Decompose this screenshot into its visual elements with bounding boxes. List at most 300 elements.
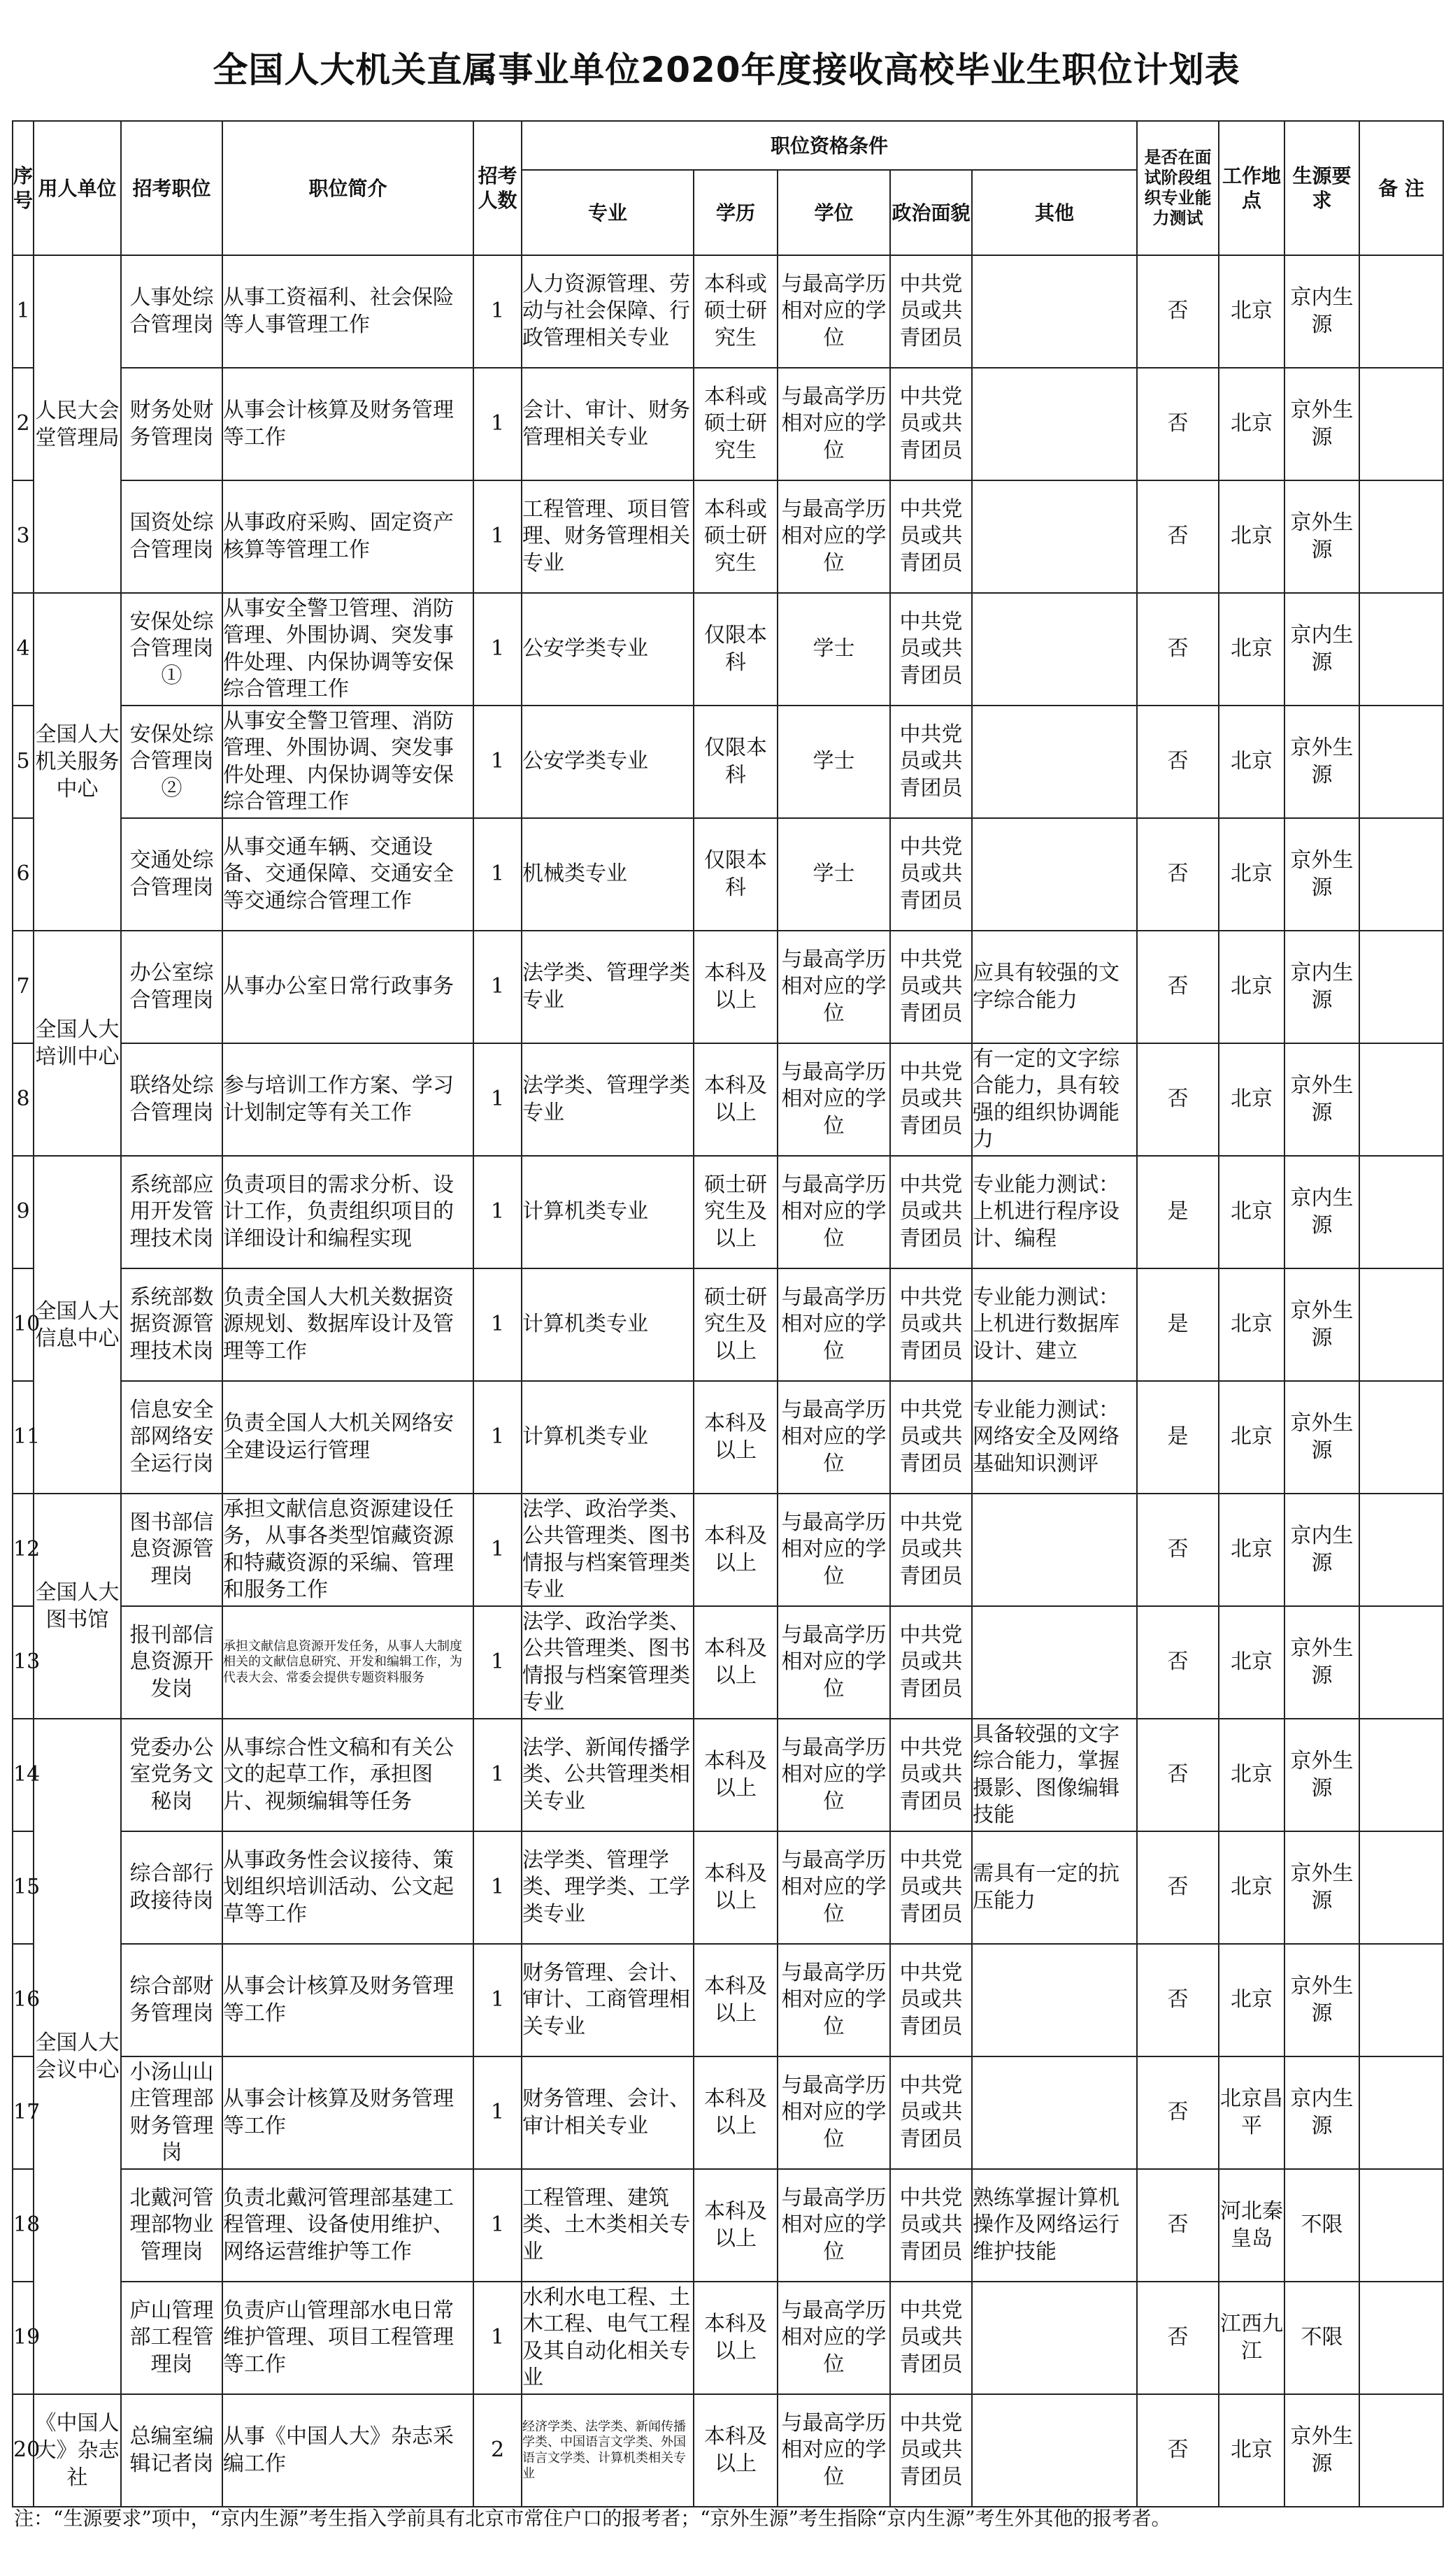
position-cell: 人事处综合管理岗 (121, 255, 222, 368)
count-cell: 1 (473, 593, 522, 706)
major-cell: 会计、审计、财务管理相关专业 (522, 368, 694, 480)
remark-cell (1359, 706, 1443, 818)
other-cell: 专业能力测试：网络安全及网络基础知识测评 (972, 1381, 1137, 1494)
position-cell: 图书部信息资源管理岗 (121, 1494, 222, 1606)
remark-cell (1359, 2282, 1443, 2394)
other-cell: 熟练掌握计算机操作及网络运行维护技能 (972, 2169, 1137, 2282)
degree-cell: 与最高学历相对应的学位 (778, 2169, 890, 2282)
remark-cell (1359, 1944, 1443, 2056)
position-cell: 总编室编辑记者岗 (121, 2394, 222, 2507)
seq-cell: 12 (13, 1494, 34, 1606)
other-cell (972, 368, 1137, 480)
location-cell: 北京 (1219, 1156, 1284, 1268)
degree-cell: 与最高学历相对应的学位 (778, 1831, 890, 1944)
major-cell: 工程管理、建筑类、土木类相关专业 (522, 2169, 694, 2282)
seq-cell: 14 (13, 1719, 34, 1831)
header-remark: 备 注 (1359, 121, 1443, 255)
other-cell (972, 1606, 1137, 1719)
political-status-cell: 中共党员或共青团员 (890, 1606, 972, 1719)
position-cell: 办公室综合管理岗 (121, 931, 222, 1043)
position-cell: 北戴河管理部物业管理岗 (121, 2169, 222, 2282)
remark-cell (1359, 931, 1443, 1043)
header-qualifications: 职位资格条件 (522, 121, 1137, 170)
page-title: 全国人大机关直属事业单位2020年度接收高校毕业生职位计划表 (213, 50, 1240, 90)
professional-test-cell: 是 (1137, 1156, 1219, 1268)
table-row (13, 368, 1443, 480)
education-cell: 本科及以上 (694, 1719, 778, 1831)
count-cell: 1 (473, 1719, 522, 1831)
position-cell: 财务处财务管理岗 (121, 368, 222, 480)
header-seq: 序号 (13, 121, 34, 255)
intro-cell: 从事交通车辆、交通设备、交通保障、交通安全等交通综合管理工作 (222, 818, 473, 931)
education-cell: 硕士研究生及以上 (694, 1268, 778, 1381)
remark-cell (1359, 1606, 1443, 1719)
education-cell: 本科及以上 (694, 1944, 778, 2056)
intro-cell: 从事安全警卫管理、消防管理、外围协调、突发事件处理、内保协调等安保综合管理工作 (222, 706, 473, 818)
seq-cell: 4 (13, 593, 34, 706)
professional-test-cell: 否 (1137, 1719, 1219, 1831)
professional-test-cell: 否 (1137, 255, 1219, 368)
other-cell: 专业能力测试：上机进行数据库设计、建立 (972, 1268, 1137, 1381)
location-cell: 北京 (1219, 1944, 1284, 2056)
education-cell: 仅限本科 (694, 706, 778, 818)
other-cell: 需具有一定的抗压能力 (972, 1831, 1137, 1944)
seq-cell: 13 (13, 1606, 34, 1719)
remark-cell (1359, 2056, 1443, 2169)
political-status-cell: 中共党员或共青团员 (890, 1719, 972, 1831)
count-cell: 1 (473, 480, 522, 593)
table-row (13, 480, 1443, 593)
political-status-cell: 中共党员或共青团员 (890, 1156, 972, 1268)
table-row (13, 593, 1443, 706)
table-row (13, 2169, 1443, 2282)
header-location: 工作地点 (1219, 121, 1284, 255)
political-status-cell: 中共党员或共青团员 (890, 931, 972, 1043)
location-cell: 北京 (1219, 593, 1284, 706)
political-status-cell: 中共党员或共青团员 (890, 1494, 972, 1606)
major-cell: 人力资源管理、劳动与社会保障、行政管理相关专业 (522, 255, 694, 368)
political-status-cell: 中共党员或共青团员 (890, 1268, 972, 1381)
source-cell: 京外生源 (1284, 1719, 1359, 1831)
header-position: 招考职位 (121, 121, 222, 255)
intro-cell: 从事政务性会议接待、策划组织培训活动、公文起草等工作 (222, 1831, 473, 1944)
education-cell: 本科及以上 (694, 1381, 778, 1494)
source-cell: 京内生源 (1284, 931, 1359, 1043)
remark-cell (1359, 368, 1443, 480)
seq-cell: 18 (13, 2169, 34, 2282)
seq-cell: 3 (13, 480, 34, 593)
count-cell: 1 (473, 2056, 522, 2169)
header-row-1 (13, 121, 1443, 170)
position-cell: 综合部财务管理岗 (121, 1944, 222, 2056)
major-cell: 法学、政治学类、公共管理类、图书情报与档案管理类专业 (522, 1494, 694, 1606)
professional-test-cell: 否 (1137, 480, 1219, 593)
seq-cell: 19 (13, 2282, 34, 2394)
professional-test-cell: 否 (1137, 706, 1219, 818)
political-status-cell: 中共党员或共青团员 (890, 818, 972, 931)
table-row (13, 931, 1443, 1043)
intro-cell: 参与培训工作方案、学习计划制定等有关工作 (222, 1043, 473, 1156)
count-cell: 1 (473, 818, 522, 931)
source-cell: 京外生源 (1284, 1944, 1359, 2056)
source-cell: 京内生源 (1284, 2056, 1359, 2169)
professional-test-cell: 是 (1137, 1268, 1219, 1381)
source-cell: 京外生源 (1284, 1831, 1359, 1944)
count-cell: 1 (473, 2282, 522, 2394)
header-intro: 职位简介 (222, 121, 473, 255)
intro-cell: 负责全国人大机关网络安全建设运行管理 (222, 1381, 473, 1494)
remark-cell (1359, 1381, 1443, 1494)
header-other: 其他 (972, 170, 1137, 255)
political-status-cell: 中共党员或共青团员 (890, 706, 972, 818)
position-cell: 党委办公室党务文秘岗 (121, 1719, 222, 1831)
position-cell: 综合部行政接待岗 (121, 1831, 222, 1944)
position-cell: 系统部数据资源管理技术岗 (121, 1268, 222, 1381)
seq-cell: 11 (13, 1381, 34, 1494)
major-cell: 计算机类专业 (522, 1381, 694, 1494)
table-row (13, 1494, 1443, 1606)
header-professional-test: 是否在面试阶段组织专业能力测试 (1137, 121, 1219, 255)
table-row (13, 2394, 1443, 2507)
remark-cell (1359, 1268, 1443, 1381)
unit-cell: 全国人大会议中心 (34, 1719, 121, 2394)
degree-cell: 与最高学历相对应的学位 (778, 1494, 890, 1606)
professional-test-cell: 否 (1137, 2282, 1219, 2394)
remark-cell (1359, 2169, 1443, 2282)
intro-cell: 从事《中国人大》杂志采编工作 (222, 2394, 473, 2507)
degree-cell: 与最高学历相对应的学位 (778, 1381, 890, 1494)
source-cell: 京外生源 (1284, 1606, 1359, 1719)
major-cell: 水利水电工程、土木工程、电气工程及其自动化相关专业 (522, 2282, 694, 2394)
intro-cell: 从事综合性文稿和有关公文的起草工作，承担图片、视频编辑等任务 (222, 1719, 473, 1831)
professional-test-cell: 否 (1137, 1043, 1219, 1156)
seq-cell: 17 (13, 2056, 34, 2169)
professional-test-cell: 否 (1137, 931, 1219, 1043)
count-cell: 1 (473, 2169, 522, 2282)
professional-test-cell: 否 (1137, 368, 1219, 480)
education-cell: 本科及以上 (694, 1494, 778, 1606)
intro-cell: 从事办公室日常行政事务 (222, 931, 473, 1043)
header-source: 生源要求 (1284, 121, 1359, 255)
degree-cell: 与最高学历相对应的学位 (778, 1719, 890, 1831)
location-cell: 北京 (1219, 1381, 1284, 1494)
seq-cell: 10 (13, 1268, 34, 1381)
table-row (13, 1944, 1443, 2056)
source-cell: 不限 (1284, 2169, 1359, 2282)
seq-cell: 5 (13, 706, 34, 818)
intro-cell: 负责项目的需求分析、设计工作，负责组织项目的详细设计和编程实现 (222, 1156, 473, 1268)
location-cell: 北京 (1219, 1494, 1284, 1606)
other-cell (972, 1494, 1137, 1606)
political-status-cell: 中共党员或共青团员 (890, 2056, 972, 2169)
political-status-cell: 中共党员或共青团员 (890, 1043, 972, 1156)
political-status-cell: 中共党员或共青团员 (890, 2169, 972, 2282)
other-cell: 专业能力测试：上机进行程序设计、编程 (972, 1156, 1137, 1268)
degree-cell: 与最高学历相对应的学位 (778, 1156, 890, 1268)
other-cell (972, 818, 1137, 931)
major-cell: 财务管理、会计、审计、工商管理相关专业 (522, 1944, 694, 2056)
degree-cell: 与最高学历相对应的学位 (778, 255, 890, 368)
source-cell: 京外生源 (1284, 1268, 1359, 1381)
professional-test-cell: 否 (1137, 1944, 1219, 2056)
other-cell: 具备较强的文字综合能力，掌握摄影、图像编辑技能 (972, 1719, 1137, 1831)
position-cell: 系统部应用开发管理技术岗 (121, 1156, 222, 1268)
source-cell: 京外生源 (1284, 1381, 1359, 1494)
intro-cell: 从事会计核算及财务管理等工作 (222, 1944, 473, 2056)
location-cell: 北京 (1219, 1268, 1284, 1381)
political-status-cell: 中共党员或共青团员 (890, 1944, 972, 2056)
count-cell: 1 (473, 368, 522, 480)
intro-cell: 承担文献信息资源开发任务，从事人大制度相关的文献信息研究、开发和编辑工作，为代表大会、常委会提供专题资料服务 (222, 1606, 473, 1719)
source-cell: 京内生源 (1284, 1156, 1359, 1268)
header-education: 学历 (694, 170, 778, 255)
professional-test-cell: 否 (1137, 2394, 1219, 2507)
other-cell: 应具有较强的文字综合能力 (972, 931, 1137, 1043)
position-cell: 国资处综合管理岗 (121, 480, 222, 593)
intro-cell: 承担文献信息资源建设任务，从事各类型馆藏资源和特藏资源的采编、管理和服务工作 (222, 1494, 473, 1606)
education-cell: 本科及以上 (694, 2169, 778, 2282)
seq-cell: 7 (13, 931, 34, 1043)
count-cell: 1 (473, 1494, 522, 1606)
location-cell: 北京 (1219, 2394, 1284, 2507)
table-row (13, 255, 1443, 368)
education-cell: 本科或硕士研究生 (694, 255, 778, 368)
professional-test-cell: 否 (1137, 818, 1219, 931)
other-cell (972, 593, 1137, 706)
professional-test-cell: 否 (1137, 593, 1219, 706)
remark-cell (1359, 255, 1443, 368)
location-cell: 河北秦皇岛 (1219, 2169, 1284, 2282)
education-cell: 本科及以上 (694, 1606, 778, 1719)
major-cell: 机械类专业 (522, 818, 694, 931)
education-cell: 仅限本科 (694, 593, 778, 706)
position-cell: 交通处综合管理岗 (121, 818, 222, 931)
major-cell: 法学、新闻传播学类、公共管理类相关专业 (522, 1719, 694, 1831)
position-plan-table (12, 120, 1444, 2507)
professional-test-cell: 否 (1137, 1606, 1219, 1719)
source-cell: 京外生源 (1284, 706, 1359, 818)
footnote: 注：“生源要求”项中，“京内生源”考生指入学前具有北京市常住户口的报考者；“京外生源”考生指除“京内生源”考生外其他的报考者。 (14, 2507, 1171, 2530)
location-cell: 北京 (1219, 480, 1284, 593)
source-cell: 京内生源 (1284, 593, 1359, 706)
education-cell: 仅限本科 (694, 818, 778, 931)
other-cell (972, 480, 1137, 593)
political-status-cell: 中共党员或共青团员 (890, 593, 972, 706)
count-cell: 2 (473, 2394, 522, 2507)
other-cell (972, 706, 1137, 818)
position-cell: 信息安全部网络安全运行岗 (121, 1381, 222, 1494)
education-cell: 本科及以上 (694, 931, 778, 1043)
header-unit: 用人单位 (34, 121, 121, 255)
table-body (13, 255, 1443, 2507)
remark-cell (1359, 1719, 1443, 1831)
intro-cell: 从事政府采购、固定资产核算等管理工作 (222, 480, 473, 593)
source-cell: 京外生源 (1284, 2394, 1359, 2507)
political-status-cell: 中共党员或共青团员 (890, 2394, 972, 2507)
count-cell: 1 (473, 255, 522, 368)
header-degree: 学位 (778, 170, 890, 255)
source-cell: 不限 (1284, 2282, 1359, 2394)
count-cell: 1 (473, 706, 522, 818)
table-row (13, 706, 1443, 818)
seq-cell: 2 (13, 368, 34, 480)
position-cell: 庐山管理部工程管理岗 (121, 2282, 222, 2394)
location-cell: 北京 (1219, 706, 1284, 818)
major-cell: 公安学类专业 (522, 706, 694, 818)
degree-cell: 学士 (778, 593, 890, 706)
remark-cell (1359, 1831, 1443, 1944)
degree-cell: 与最高学历相对应的学位 (778, 2282, 890, 2394)
table-row (13, 2282, 1443, 2394)
count-cell: 1 (473, 1606, 522, 1719)
other-cell (972, 1944, 1137, 2056)
education-cell: 硕士研究生及以上 (694, 1156, 778, 1268)
position-cell: 小汤山山庄管理部财务管理岗 (121, 2056, 222, 2169)
count-cell: 1 (473, 1944, 522, 2056)
count-cell: 1 (473, 1831, 522, 1944)
seq-cell: 1 (13, 255, 34, 368)
political-status-cell: 中共党员或共青团员 (890, 2282, 972, 2394)
table-row (13, 2056, 1443, 2169)
source-cell: 京外生源 (1284, 1043, 1359, 1156)
position-cell: 报刊部信息资源开发岗 (121, 1606, 222, 1719)
political-status-cell: 中共党员或共青团员 (890, 480, 972, 593)
remark-cell (1359, 1494, 1443, 1606)
major-cell: 法学类、管理学类专业 (522, 1043, 694, 1156)
location-cell: 北京 (1219, 368, 1284, 480)
professional-test-cell: 否 (1137, 1494, 1219, 1606)
location-cell: 北京 (1219, 931, 1284, 1043)
seq-cell: 6 (13, 818, 34, 931)
location-cell: 北京昌平 (1219, 2056, 1284, 2169)
source-cell: 京外生源 (1284, 368, 1359, 480)
degree-cell: 与最高学历相对应的学位 (778, 368, 890, 480)
unit-cell: 全国人大机关服务中心 (34, 593, 121, 931)
position-cell: 安保处综合管理岗② (121, 706, 222, 818)
degree-cell: 与最高学历相对应的学位 (778, 1043, 890, 1156)
unit-cell: 全国人大信息中心 (34, 1156, 121, 1494)
education-cell: 本科及以上 (694, 2056, 778, 2169)
degree-cell: 与最高学历相对应的学位 (778, 1944, 890, 2056)
remark-cell (1359, 480, 1443, 593)
major-cell: 法学、政治学类、公共管理类、图书情报与档案管理类专业 (522, 1606, 694, 1719)
table-row (13, 818, 1443, 931)
source-cell: 京外生源 (1284, 818, 1359, 931)
header-major: 专业 (522, 170, 694, 255)
unit-cell: 人民大会堂管理局 (34, 255, 121, 593)
major-cell: 工程管理、项目管理、财务管理相关专业 (522, 480, 694, 593)
location-cell: 北京 (1219, 818, 1284, 931)
location-cell: 北京 (1219, 1831, 1284, 1944)
count-cell: 1 (473, 1268, 522, 1381)
intro-cell: 从事会计核算及财务管理等工作 (222, 368, 473, 480)
location-cell: 北京 (1219, 1606, 1284, 1719)
intro-cell: 负责庐山管理部水电日常维护管理、项目工程管理等工作 (222, 2282, 473, 2394)
other-cell (972, 2056, 1137, 2169)
table-row (13, 1043, 1443, 1156)
intro-cell: 负责北戴河管理部基建工程管理、设备使用维护、网络运营维护等工作 (222, 2169, 473, 2282)
major-cell: 法学类、管理学类专业 (522, 931, 694, 1043)
professional-test-cell: 是 (1137, 1381, 1219, 1494)
degree-cell: 与最高学历相对应的学位 (778, 480, 890, 593)
table-row (13, 1606, 1443, 1719)
intro-cell: 从事会计核算及财务管理等工作 (222, 2056, 473, 2169)
remark-cell (1359, 818, 1443, 931)
seq-cell: 9 (13, 1156, 34, 1268)
degree-cell: 与最高学历相对应的学位 (778, 1268, 890, 1381)
table-row (13, 1719, 1443, 1831)
remark-cell (1359, 1043, 1443, 1156)
major-cell: 公安学类专业 (522, 593, 694, 706)
major-cell: 财务管理、会计、审计相关专业 (522, 2056, 694, 2169)
major-cell: 计算机类专业 (522, 1156, 694, 1268)
table-row (13, 1268, 1443, 1381)
degree-cell: 与最高学历相对应的学位 (778, 931, 890, 1043)
count-cell: 1 (473, 1043, 522, 1156)
position-cell: 联络处综合管理岗 (121, 1043, 222, 1156)
count-cell: 1 (473, 931, 522, 1043)
remark-cell (1359, 593, 1443, 706)
unit-cell: 全国人大图书馆 (34, 1494, 121, 1719)
education-cell: 本科及以上 (694, 2394, 778, 2507)
political-status-cell: 中共党员或共青团员 (890, 1831, 972, 1944)
table-row (13, 1381, 1443, 1494)
professional-test-cell: 否 (1137, 2169, 1219, 2282)
professional-test-cell: 否 (1137, 2056, 1219, 2169)
intro-cell: 负责全国人大机关数据资源规划、数据库设计及管理等工作 (222, 1268, 473, 1381)
degree-cell: 学士 (778, 818, 890, 931)
other-cell (972, 2282, 1137, 2394)
table-row (13, 1831, 1443, 1944)
education-cell: 本科及以上 (694, 2282, 778, 2394)
degree-cell: 与最高学历相对应的学位 (778, 1606, 890, 1719)
source-cell: 京内生源 (1284, 1494, 1359, 1606)
education-cell: 本科或硕士研究生 (694, 368, 778, 480)
unit-cell: 《中国人大》杂志社 (34, 2394, 121, 2507)
education-cell: 本科或硕士研究生 (694, 480, 778, 593)
professional-test-cell: 否 (1137, 1831, 1219, 1944)
other-cell (972, 255, 1137, 368)
seq-cell: 8 (13, 1043, 34, 1156)
count-cell: 1 (473, 1156, 522, 1268)
education-cell: 本科及以上 (694, 1043, 778, 1156)
location-cell: 江西九江 (1219, 2282, 1284, 2394)
seq-cell: 16 (13, 1944, 34, 2056)
education-cell: 本科及以上 (694, 1831, 778, 1944)
table-row (13, 1156, 1443, 1268)
seq-cell: 15 (13, 1831, 34, 1944)
political-status-cell: 中共党员或共青团员 (890, 1381, 972, 1494)
intro-cell: 从事安全警卫管理、消防管理、外围协调、突发事件处理、内保协调等安保综合管理工作 (222, 593, 473, 706)
location-cell: 北京 (1219, 1719, 1284, 1831)
intro-cell: 从事工资福利、社会保险等人事管理工作 (222, 255, 473, 368)
degree-cell: 与最高学历相对应的学位 (778, 2056, 890, 2169)
degree-cell: 与最高学历相对应的学位 (778, 2394, 890, 2507)
other-cell: 有一定的文字综合能力，具有较强的组织协调能力 (972, 1043, 1137, 1156)
header-count: 招考人数 (473, 121, 522, 255)
header-political-status: 政治面貌 (890, 170, 972, 255)
count-cell: 1 (473, 1381, 522, 1494)
position-cell: 安保处综合管理岗① (121, 593, 222, 706)
unit-cell: 全国人大培训中心 (34, 931, 121, 1156)
degree-cell: 学士 (778, 706, 890, 818)
source-cell: 京外生源 (1284, 480, 1359, 593)
political-status-cell: 中共党员或共青团员 (890, 255, 972, 368)
location-cell: 北京 (1219, 1043, 1284, 1156)
remark-cell (1359, 2394, 1443, 2507)
other-cell (972, 2394, 1137, 2507)
major-cell: 法学类、管理学类、理学类、工学类专业 (522, 1831, 694, 1944)
